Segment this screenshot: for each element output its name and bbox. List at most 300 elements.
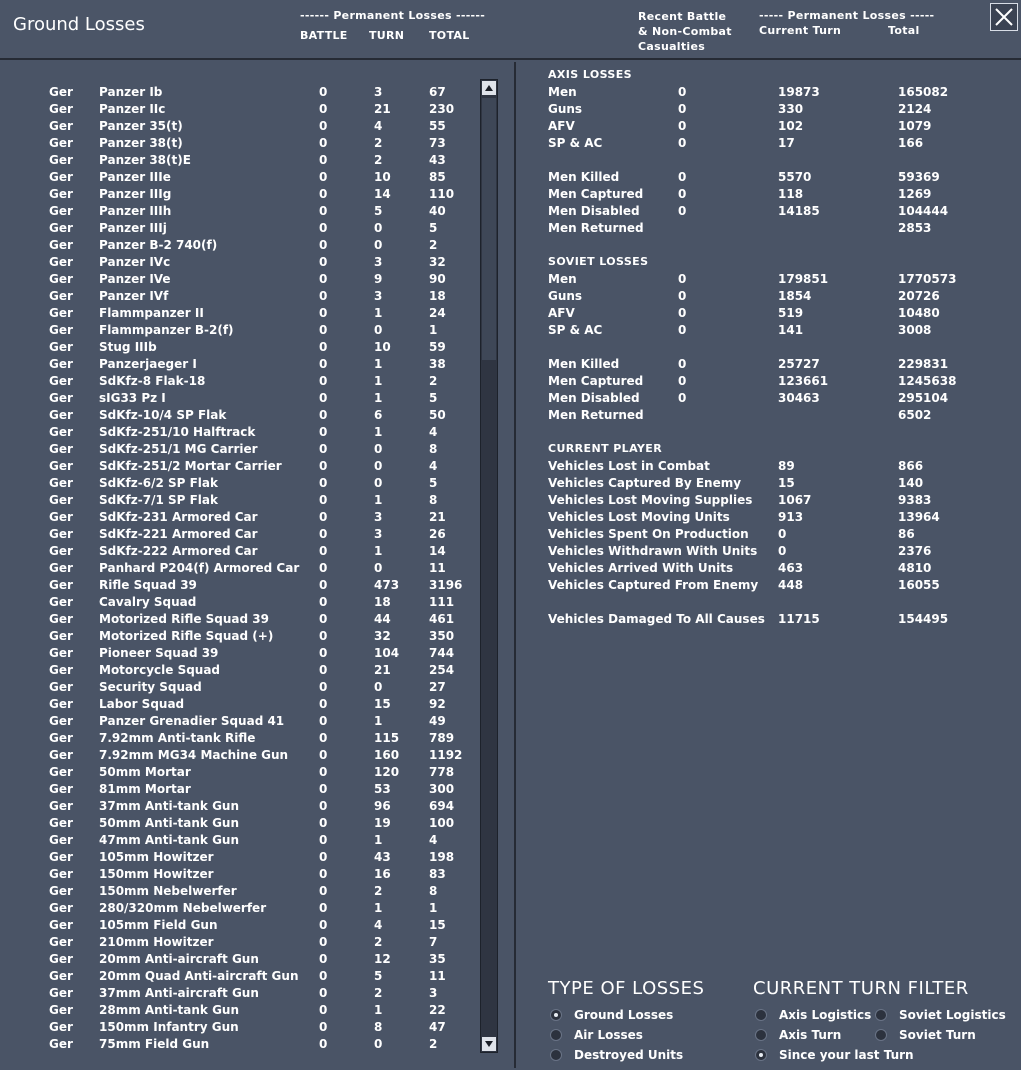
unit-name: Rifle Squad 39 <box>99 578 197 592</box>
unit-name: 210mm Howitzer <box>99 935 214 949</box>
unit-total: 8 <box>429 493 438 507</box>
unit-battle: 0 <box>319 306 328 320</box>
unit-nation: Ger <box>49 272 73 286</box>
table-row[interactable] <box>0 985 478 1002</box>
unit-name: 75mm Field Gun <box>99 1037 210 1051</box>
unit-name: SdKfz-8 Flak-18 <box>99 374 206 388</box>
table-row[interactable] <box>0 917 478 934</box>
table-row[interactable] <box>0 713 478 730</box>
unit-nation: Ger <box>49 782 73 796</box>
row-total: 1245638 <box>898 374 957 388</box>
unit-nation: Ger <box>49 748 73 762</box>
unit-battle: 0 <box>319 714 328 728</box>
unit-battle: 0 <box>319 935 328 949</box>
unit-turn: 1 <box>374 357 383 371</box>
unit-total: 300 <box>429 782 455 796</box>
unit-turn: 1 <box>374 425 383 439</box>
unit-name: SdKfz-6/2 SP Flak <box>99 476 218 490</box>
row-recent: 0 <box>678 289 687 303</box>
unit-turn: 21 <box>374 663 391 677</box>
col-turn-header: TURN <box>369 29 405 42</box>
unit-name: Panzer IVc <box>99 255 171 269</box>
unit-battle: 0 <box>319 102 328 116</box>
row-recent: 0 <box>678 391 687 405</box>
table-row[interactable] <box>0 866 478 883</box>
unit-battle: 0 <box>319 170 328 184</box>
unit-turn: 2 <box>374 136 383 150</box>
unit-name: 37mm Anti-aircraft Gun <box>99 986 259 1000</box>
unit-turn: 1 <box>374 391 383 405</box>
unit-nation: Ger <box>49 136 73 150</box>
row-label: Vehicles Withdrawn With Units <box>548 544 758 558</box>
table-row[interactable] <box>0 781 478 798</box>
table-row[interactable] <box>0 679 478 696</box>
unit-battle: 0 <box>319 595 328 609</box>
unit-total: 43 <box>429 153 446 167</box>
row-label: Men <box>548 272 577 286</box>
unit-name: 150mm Infantry Gun <box>99 1020 239 1034</box>
unit-battle: 0 <box>319 680 328 694</box>
unit-turn: 9 <box>374 272 383 286</box>
unit-name: SdKfz-231 Armored Car <box>99 510 258 524</box>
unit-nation: Ger <box>49 527 73 541</box>
row-current-turn: 123661 <box>778 374 829 388</box>
unit-turn: 3 <box>374 289 383 303</box>
unit-total: 73 <box>429 136 446 150</box>
unit-name: Panzer 35(t) <box>99 119 183 133</box>
row-current-turn: 519 <box>778 306 804 320</box>
unit-nation: Ger <box>49 646 73 660</box>
col-current-turn-header: Current Turn <box>759 24 842 37</box>
unit-total: 18 <box>429 289 446 303</box>
row-total: 295104 <box>898 391 949 405</box>
unit-nation: Ger <box>49 408 73 422</box>
unit-name: 7.92mm MG34 Machine Gun <box>99 748 289 762</box>
row-label: AFV <box>548 119 575 133</box>
row-current-turn: 330 <box>778 102 804 116</box>
radio-dot[interactable] <box>550 1009 562 1021</box>
table-row[interactable] <box>0 254 478 271</box>
unit-nation: Ger <box>49 833 73 847</box>
unit-battle: 0 <box>319 697 328 711</box>
row-recent: 0 <box>678 170 687 184</box>
radio-type-option-label: Destroyed Units <box>574 1048 684 1062</box>
row-current-turn: 913 <box>778 510 804 524</box>
row-total: 16055 <box>898 578 940 592</box>
table-row[interactable] <box>0 747 478 764</box>
unit-battle: 0 <box>319 459 328 473</box>
table-row[interactable] <box>0 1036 478 1053</box>
summary-row <box>0 305 1021 322</box>
unit-battle: 0 <box>319 136 328 150</box>
unit-battle: 0 <box>319 748 328 762</box>
recent-header-line1: Recent Battle <box>638 10 727 23</box>
unit-nation: Ger <box>49 187 73 201</box>
close-button[interactable] <box>990 3 1018 31</box>
unit-turn: 3 <box>374 255 383 269</box>
unit-turn: 3 <box>374 527 383 541</box>
row-label: Vehicles Lost Moving Supplies <box>548 493 753 507</box>
scroll-down-button[interactable] <box>482 1037 496 1051</box>
unit-turn: 0 <box>374 442 383 456</box>
table-row[interactable] <box>0 628 478 645</box>
table-row[interactable] <box>0 152 478 169</box>
unit-nation: Ger <box>49 935 73 949</box>
unit-turn: 2 <box>374 153 383 167</box>
unit-turn: 2 <box>374 884 383 898</box>
row-total: 166 <box>898 136 924 150</box>
radio-dot[interactable] <box>875 1009 887 1021</box>
unit-total: 1 <box>429 323 438 337</box>
row-label: Vehicles Lost in Combat <box>548 459 710 473</box>
unit-total: 110 <box>429 187 455 201</box>
row-total: 2853 <box>898 221 932 235</box>
unit-turn: 1 <box>374 833 383 847</box>
unit-battle: 0 <box>319 374 328 388</box>
unit-total: 230 <box>429 102 455 116</box>
unit-turn: 160 <box>374 748 400 762</box>
row-total: 229831 <box>898 357 949 371</box>
unit-turn: 3 <box>374 85 383 99</box>
table-row[interactable] <box>0 1019 478 1036</box>
row-recent: 0 <box>678 374 687 388</box>
unit-battle: 0 <box>319 918 328 932</box>
unit-turn: 2 <box>374 986 383 1000</box>
unit-battle: 0 <box>319 221 328 235</box>
row-current-turn: 11715 <box>778 612 820 626</box>
unit-name: SdKfz-251/10 Halftrack <box>99 425 256 439</box>
unit-turn: 120 <box>374 765 400 779</box>
col-battle-header: BATTLE <box>300 29 348 42</box>
row-total: 154495 <box>898 612 949 626</box>
unit-nation: Ger <box>49 374 73 388</box>
table-row[interactable] <box>0 237 478 254</box>
unit-nation: Ger <box>49 731 73 745</box>
summary-row <box>0 526 1021 543</box>
unit-turn: 1 <box>374 544 383 558</box>
unit-total: 111 <box>429 595 455 609</box>
unit-nation: Ger <box>49 153 73 167</box>
unit-name: Labor Squad <box>99 697 185 711</box>
summary-row <box>0 220 1021 237</box>
unit-name: Flammpanzer B-2(f) <box>99 323 234 337</box>
unit-total: 59 <box>429 340 446 354</box>
summary-row <box>0 475 1021 492</box>
unit-turn: 0 <box>374 238 383 252</box>
unit-battle: 0 <box>319 986 328 1000</box>
summary-row <box>0 186 1021 203</box>
unit-nation: Ger <box>49 561 73 575</box>
unit-nation: Ger <box>49 323 73 337</box>
radio-dot[interactable] <box>755 1049 767 1061</box>
unit-turn: 1 <box>374 714 383 728</box>
unit-nation: Ger <box>49 170 73 184</box>
unit-turn: 0 <box>374 323 383 337</box>
unit-nation: Ger <box>49 544 73 558</box>
unit-nation: Ger <box>49 306 73 320</box>
unit-nation: Ger <box>49 867 73 881</box>
unit-name: SdKfz-221 Armored Car <box>99 527 258 541</box>
unit-battle: 0 <box>319 867 328 881</box>
unit-battle: 0 <box>319 255 328 269</box>
unit-name: 47mm Anti-tank Gun <box>99 833 240 847</box>
unit-turn: 44 <box>374 612 391 626</box>
row-total: 2376 <box>898 544 932 558</box>
row-total: 2124 <box>898 102 932 116</box>
close-icon <box>994 7 1014 27</box>
unit-battle: 0 <box>319 612 328 626</box>
unit-battle: 0 <box>319 323 328 337</box>
unit-total: 4 <box>429 833 438 847</box>
unit-total: 27 <box>429 680 446 694</box>
row-label: Men <box>548 85 577 99</box>
unit-battle: 0 <box>319 204 328 218</box>
col-total-header: TOTAL <box>429 29 470 42</box>
unit-nation: Ger <box>49 1003 73 1017</box>
unit-name: Motorized Rifle Squad (+) <box>99 629 274 643</box>
unit-turn: 4 <box>374 119 383 133</box>
row-label: Vehicles Captured From Enemy <box>548 578 759 592</box>
unit-name: 105mm Field Gun <box>99 918 218 932</box>
table-row[interactable] <box>0 849 478 866</box>
row-current-turn: 30463 <box>778 391 820 405</box>
summary-row <box>0 288 1021 305</box>
table-row[interactable] <box>0 730 478 747</box>
unit-turn: 96 <box>374 799 391 813</box>
unit-total: 5 <box>429 221 438 235</box>
unit-name: Panzer IIIj <box>99 221 167 235</box>
row-total: 104444 <box>898 204 949 218</box>
row-label: Men Disabled <box>548 204 640 218</box>
unit-name: Panzer IIIe <box>99 170 171 184</box>
row-label: Guns <box>548 102 583 116</box>
radio-dot[interactable] <box>755 1029 767 1041</box>
unit-battle: 0 <box>319 1003 328 1017</box>
unit-battle: 0 <box>319 85 328 99</box>
unit-turn: 6 <box>374 408 383 422</box>
unit-name: Panzer IIc <box>99 102 166 116</box>
unit-name: Panzer IIIh <box>99 204 172 218</box>
radio-since-last-turn-label: Since your last Turn <box>779 1048 914 1062</box>
unit-total: 26 <box>429 527 446 541</box>
unit-total: 8 <box>429 442 438 456</box>
unit-turn: 32 <box>374 629 391 643</box>
table-row[interactable] <box>0 798 478 815</box>
unit-battle: 0 <box>319 663 328 677</box>
unit-battle: 0 <box>319 816 328 830</box>
unit-battle: 0 <box>319 901 328 915</box>
unit-name: Panzer 38(t) <box>99 136 183 150</box>
unit-total: 7 <box>429 935 438 949</box>
unit-total: 15 <box>429 918 446 932</box>
recent-casualties-header <box>638 9 732 54</box>
row-current-turn: 15 <box>778 476 795 490</box>
row-current-turn: 448 <box>778 578 804 592</box>
unit-nation: Ger <box>49 340 73 354</box>
unit-name: Motorized Rifle Squad 39 <box>99 612 269 626</box>
row-total: 165082 <box>898 85 949 99</box>
radio-dot[interactable] <box>550 1049 562 1061</box>
summary-row <box>0 203 1021 220</box>
row-total: 10480 <box>898 306 940 320</box>
unit-name: Panzer Grenadier Squad 41 <box>99 714 285 728</box>
summary-row-damaged <box>0 611 1021 628</box>
unit-total: 3 <box>429 986 438 1000</box>
unit-turn: 0 <box>374 561 383 575</box>
unit-turn: 1 <box>374 493 383 507</box>
table-row[interactable] <box>0 832 478 849</box>
axis-losses-title: AXIS LOSSES <box>548 68 632 81</box>
row-total: 20726 <box>898 289 940 303</box>
unit-name: Panzer IIIg <box>99 187 172 201</box>
unit-nation: Ger <box>49 1020 73 1034</box>
table-row[interactable] <box>0 339 478 356</box>
table-row[interactable] <box>0 951 478 968</box>
unit-battle: 0 <box>319 187 328 201</box>
unit-turn: 4 <box>374 918 383 932</box>
current-player-title: CURRENT PLAYER <box>548 442 663 455</box>
table-row[interactable] <box>0 441 478 458</box>
table-row[interactable] <box>0 594 478 611</box>
unit-battle: 0 <box>319 646 328 660</box>
unit-total: 55 <box>429 119 446 133</box>
unit-name: Panzer 38(t)E <box>99 153 191 167</box>
row-label: Men Captured <box>548 374 644 388</box>
soviet-losses-title: SOVIET LOSSES <box>548 255 649 268</box>
unit-name: Motorcycle Squad <box>99 663 221 677</box>
row-current-turn: 118 <box>778 187 804 201</box>
unit-battle: 0 <box>319 884 328 898</box>
summary-row <box>0 322 1021 339</box>
unit-battle: 0 <box>319 952 328 966</box>
unit-total: 8 <box>429 884 438 898</box>
unit-total: 32 <box>429 255 446 269</box>
unit-turn: 1 <box>374 374 383 388</box>
unit-total: 22 <box>429 1003 446 1017</box>
unit-nation: Ger <box>49 714 73 728</box>
table-row[interactable] <box>0 900 478 917</box>
summary-row <box>0 169 1021 186</box>
unit-nation: Ger <box>49 425 73 439</box>
unit-name: Panzer Ib <box>99 85 163 99</box>
table-row[interactable] <box>0 968 478 985</box>
unit-battle: 0 <box>319 850 328 864</box>
unit-nation: Ger <box>49 629 73 643</box>
unit-turn: 14 <box>374 187 391 201</box>
unit-battle: 0 <box>319 153 328 167</box>
unit-turn: 8 <box>374 1020 383 1034</box>
unit-total: 83 <box>429 867 446 881</box>
unit-nation: Ger <box>49 391 73 405</box>
unit-battle: 0 <box>319 782 328 796</box>
table-row[interactable] <box>0 883 478 900</box>
table-row[interactable] <box>0 934 478 951</box>
table-row[interactable] <box>0 1002 478 1019</box>
unit-total: 21 <box>429 510 446 524</box>
row-recent: 0 <box>678 85 687 99</box>
recent-header-line3: Casualties <box>638 40 706 53</box>
summary-row <box>0 543 1021 560</box>
unit-battle: 0 <box>319 561 328 575</box>
unit-nation: Ger <box>49 901 73 915</box>
row-current-turn: 463 <box>778 561 804 575</box>
unit-total: 5 <box>429 391 438 405</box>
table-row[interactable] <box>0 424 478 441</box>
row-recent: 0 <box>678 272 687 286</box>
unit-turn: 1 <box>374 1003 383 1017</box>
summary-row <box>0 577 1021 594</box>
row-total: 6502 <box>898 408 932 422</box>
row-label: Vehicles Spent On Production <box>548 527 749 541</box>
radio-dot[interactable] <box>550 1029 562 1041</box>
unit-nation: Ger <box>49 850 73 864</box>
unit-nation: Ger <box>49 510 73 524</box>
summary-row <box>0 407 1021 424</box>
row-current-turn: 0 <box>778 527 787 541</box>
unit-nation: Ger <box>49 357 73 371</box>
unit-battle: 0 <box>319 289 328 303</box>
row-total: 9383 <box>898 493 932 507</box>
unit-name: 50mm Mortar <box>99 765 191 779</box>
radio-dot[interactable] <box>755 1009 767 1021</box>
unit-turn: 0 <box>374 680 383 694</box>
summary-row <box>0 390 1021 407</box>
unit-turn: 53 <box>374 782 391 796</box>
row-total: 86 <box>898 527 915 541</box>
unit-battle: 0 <box>319 272 328 286</box>
unit-turn: 5 <box>374 204 383 218</box>
unit-nation: Ger <box>49 476 73 490</box>
unit-nation: Ger <box>49 663 73 677</box>
unit-total: 744 <box>429 646 455 660</box>
table-row[interactable] <box>0 696 478 713</box>
unit-nation: Ger <box>49 493 73 507</box>
row-recent: 0 <box>678 323 687 337</box>
unit-nation: Ger <box>49 595 73 609</box>
row-current-turn: 17 <box>778 136 795 150</box>
radio-dot[interactable] <box>875 1029 887 1041</box>
unit-name: 37mm Anti-tank Gun <box>99 799 240 813</box>
unit-nation: Ger <box>49 102 73 116</box>
row-total: 4810 <box>898 561 932 575</box>
unit-nation: Ger <box>49 221 73 235</box>
table-row[interactable] <box>0 662 478 679</box>
unit-total: 198 <box>429 850 455 864</box>
unit-total: 350 <box>429 629 455 643</box>
row-recent: 0 <box>678 119 687 133</box>
summary-row <box>0 373 1021 390</box>
table-row[interactable] <box>0 815 478 832</box>
unit-total: 50 <box>429 408 446 422</box>
unit-turn: 0 <box>374 221 383 235</box>
table-row[interactable] <box>0 764 478 781</box>
col-total-right-header: Total <box>888 24 920 37</box>
unit-turn: 18 <box>374 595 391 609</box>
unit-nation: Ger <box>49 119 73 133</box>
table-row[interactable] <box>0 645 478 662</box>
row-label: Vehicles Lost Moving Units <box>548 510 730 524</box>
unit-total: 14 <box>429 544 446 558</box>
unit-name: 20mm Quad Anti-aircraft Gun <box>99 969 299 983</box>
unit-battle: 0 <box>319 833 328 847</box>
unit-turn: 10 <box>374 340 391 354</box>
unit-name: Pioneer Squad 39 <box>99 646 219 660</box>
row-label: Men Captured <box>548 187 644 201</box>
unit-battle: 0 <box>319 119 328 133</box>
unit-turn: 3 <box>374 510 383 524</box>
unit-nation: Ger <box>49 697 73 711</box>
summary-row <box>0 84 1021 101</box>
